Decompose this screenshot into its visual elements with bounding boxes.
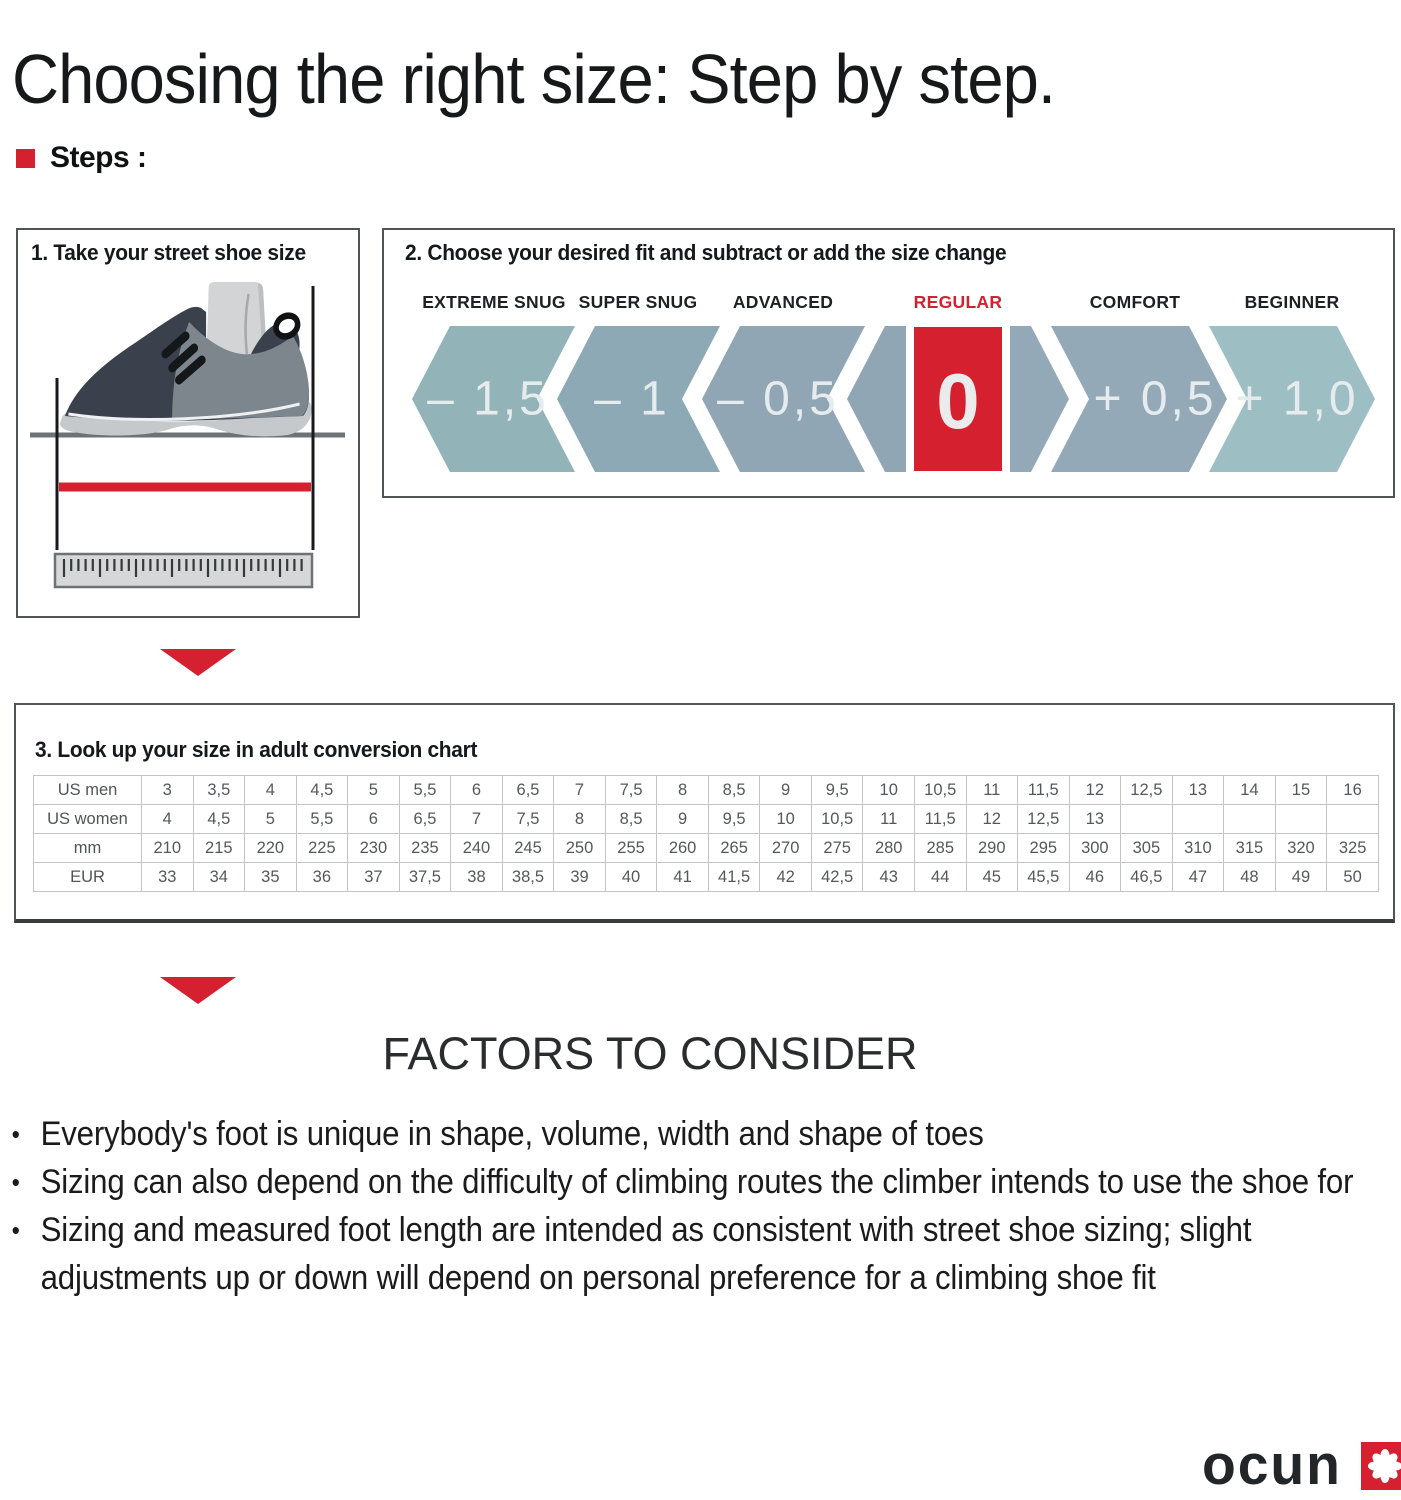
size-cell: 49 xyxy=(1275,863,1327,892)
size-cell: 42,5 xyxy=(811,863,863,892)
factors-list xyxy=(8,1110,1401,1302)
size-cell: 215 xyxy=(193,834,245,863)
flower-mark-icon xyxy=(1361,1442,1401,1490)
size-cell: 10 xyxy=(760,805,812,834)
size-cell: 6 xyxy=(451,776,503,805)
size-cell: 325 xyxy=(1327,834,1379,863)
fit-label-super-snug: SUPER SNUG xyxy=(578,292,698,312)
size-cell xyxy=(1172,805,1224,834)
size-cell: 3 xyxy=(142,776,194,805)
size-cell: 12 xyxy=(1069,776,1121,805)
fit-value-beginner: + 1,0 xyxy=(1235,372,1359,426)
size-cell: 8,5 xyxy=(708,776,760,805)
size-cell: 9 xyxy=(760,776,812,805)
step1-panel xyxy=(16,228,360,618)
size-cell: 12 xyxy=(966,805,1018,834)
size-cell xyxy=(1327,805,1379,834)
size-cell xyxy=(1121,805,1173,834)
size-cell: 37,5 xyxy=(399,863,451,892)
size-cell: 44 xyxy=(914,863,966,892)
fit-label-beginner: BEGINNER xyxy=(1244,292,1340,312)
size-cell: 9,5 xyxy=(708,805,760,834)
size-cell: 5,5 xyxy=(296,805,348,834)
size-cell: 6,5 xyxy=(399,805,451,834)
ocun-logo xyxy=(1202,1433,1401,1497)
size-cell: 290 xyxy=(966,834,1018,863)
size-cell: 320 xyxy=(1275,834,1327,863)
size-cell: 4,5 xyxy=(296,776,348,805)
size-cell: 220 xyxy=(245,834,297,863)
size-cell: 310 xyxy=(1172,834,1224,863)
size-cell: 240 xyxy=(451,834,503,863)
fit-label-advanced: ADVANCED xyxy=(732,292,834,312)
row-header-cell: US men xyxy=(34,776,142,805)
fit-value-regular: 0 xyxy=(936,357,980,445)
size-cell: 280 xyxy=(863,834,915,863)
factor-item: • Sizing and measured foot length are intended as consistent with street shoe sizing; slight adjustments up or down will depend on personal preference for a climbing shoe fit xyxy=(41,1206,1401,1302)
size-cell: 4,5 xyxy=(193,805,245,834)
step1-title: 1. Take your street shoe size xyxy=(31,240,306,265)
size-cell: 15 xyxy=(1275,776,1327,805)
size-cell: 13 xyxy=(1069,805,1121,834)
size-cell: 270 xyxy=(760,834,812,863)
conversion-row xyxy=(34,834,1379,863)
conversion-chart-table xyxy=(33,775,1379,892)
size-cell: 260 xyxy=(657,834,709,863)
row-header-cell: mm xyxy=(34,834,142,863)
steps-heading: Steps : xyxy=(50,141,147,174)
size-cell: 5 xyxy=(245,805,297,834)
size-cell: 11 xyxy=(966,776,1018,805)
size-cell: 43 xyxy=(863,863,915,892)
down-arrow-icon xyxy=(160,977,236,1004)
size-cell xyxy=(1224,805,1276,834)
size-cell: 14 xyxy=(1224,776,1276,805)
size-cell: 46 xyxy=(1069,863,1121,892)
size-cell: 39 xyxy=(554,863,606,892)
steps-heading-row xyxy=(16,141,147,175)
step2-panel xyxy=(382,228,1395,498)
shoe-measurement-illustration xyxy=(18,268,358,618)
factors-heading: FACTORS TO CONSIDER xyxy=(382,1028,918,1079)
size-cell: 285 xyxy=(914,834,966,863)
size-cell: 7,5 xyxy=(605,776,657,805)
size-cell: 13 xyxy=(1172,776,1224,805)
shoe-drawing xyxy=(60,282,312,436)
size-cell xyxy=(1275,805,1327,834)
size-cell: 5,5 xyxy=(399,776,451,805)
size-cell: 12,5 xyxy=(1121,776,1173,805)
down-arrow-icon xyxy=(160,649,236,676)
size-cell: 48 xyxy=(1224,863,1276,892)
size-cell: 7 xyxy=(554,776,606,805)
fit-label-comfort: COMFORT xyxy=(1089,292,1181,312)
fit-label-extreme-snug: EXTREME SNUG xyxy=(422,292,566,312)
fit-value-super-snug: – 1 xyxy=(594,372,670,426)
size-cell: 210 xyxy=(142,834,194,863)
factor-item: • Sizing can also depend on the difficulty of climbing routes the climber intends to use the shoe for xyxy=(41,1158,1401,1206)
size-cell: 33 xyxy=(142,863,194,892)
size-cell: 41 xyxy=(657,863,709,892)
size-cell: 11,5 xyxy=(914,805,966,834)
size-cell: 47 xyxy=(1172,863,1224,892)
size-cell: 315 xyxy=(1224,834,1276,863)
size-cell: 305 xyxy=(1121,834,1173,863)
page-title: Choosing the right size: Step by step. xyxy=(12,39,1056,118)
size-cell: 265 xyxy=(708,834,760,863)
size-cell: 38,5 xyxy=(502,863,554,892)
size-cell: 6,5 xyxy=(502,776,554,805)
brand-name: ocun xyxy=(1202,1433,1342,1497)
size-cell: 4 xyxy=(245,776,297,805)
size-cell: 10,5 xyxy=(914,776,966,805)
fit-scale xyxy=(410,325,1375,473)
size-cell: 8,5 xyxy=(605,805,657,834)
row-header-cell: EUR xyxy=(34,863,142,892)
fit-arrow-advanced-chevron xyxy=(847,326,906,472)
size-cell: 9,5 xyxy=(811,776,863,805)
size-cell: 6 xyxy=(348,805,400,834)
size-cell: 255 xyxy=(605,834,657,863)
size-cell: 11 xyxy=(863,805,915,834)
fit-value-advanced: – 0,5 xyxy=(717,372,839,426)
size-cell: 10 xyxy=(863,776,915,805)
row-header-cell: US women xyxy=(34,805,142,834)
size-cell: 16 xyxy=(1327,776,1379,805)
size-cell: 36 xyxy=(296,863,348,892)
size-cell: 40 xyxy=(605,863,657,892)
size-cell: 295 xyxy=(1018,834,1070,863)
size-cell: 4 xyxy=(142,805,194,834)
size-cell: 45 xyxy=(966,863,1018,892)
size-cell: 235 xyxy=(399,834,451,863)
fit-label-regular: REGULAR xyxy=(913,292,1003,312)
size-cell: 11,5 xyxy=(1018,776,1070,805)
size-cell: 230 xyxy=(348,834,400,863)
size-cell: 225 xyxy=(296,834,348,863)
step3-title: 3. Look up your size in adult conversion chart xyxy=(35,737,478,762)
size-cell: 34 xyxy=(193,863,245,892)
size-cell: 42 xyxy=(760,863,812,892)
step2-title: 2. Choose your desired fit and subtract or add the size change xyxy=(405,240,1007,265)
size-cell: 46,5 xyxy=(1121,863,1173,892)
size-cell: 12,5 xyxy=(1018,805,1070,834)
size-cell: 45,5 xyxy=(1018,863,1070,892)
size-cell: 41,5 xyxy=(708,863,760,892)
size-cell: 8 xyxy=(554,805,606,834)
size-cell: 245 xyxy=(502,834,554,863)
size-cell: 7,5 xyxy=(502,805,554,834)
size-cell: 38 xyxy=(451,863,503,892)
size-cell: 8 xyxy=(657,776,709,805)
size-cell: 275 xyxy=(811,834,863,863)
size-cell: 9 xyxy=(657,805,709,834)
conversion-row xyxy=(34,805,1379,834)
fit-value-comfort: + 0,5 xyxy=(1093,372,1217,426)
conversion-row xyxy=(34,863,1379,892)
size-cell: 250 xyxy=(554,834,606,863)
size-cell: 3,5 xyxy=(193,776,245,805)
red-square-bullet-icon xyxy=(16,149,35,168)
size-cell: 37 xyxy=(348,863,400,892)
size-cell: 35 xyxy=(245,863,297,892)
fit-arrow-comfort-chevron xyxy=(1010,326,1069,472)
size-cell: 50 xyxy=(1327,863,1379,892)
size-cell: 10,5 xyxy=(811,805,863,834)
factor-item: • Everybody's foot is unique in shape, volume, width and shape of toes xyxy=(41,1110,1401,1158)
size-cell: 300 xyxy=(1069,834,1121,863)
step3-panel xyxy=(14,703,1395,923)
size-cell: 7 xyxy=(451,805,503,834)
size-cell: 5 xyxy=(348,776,400,805)
fit-value-extreme-snug: – 1,5 xyxy=(427,372,549,426)
conversion-row xyxy=(34,776,1379,805)
